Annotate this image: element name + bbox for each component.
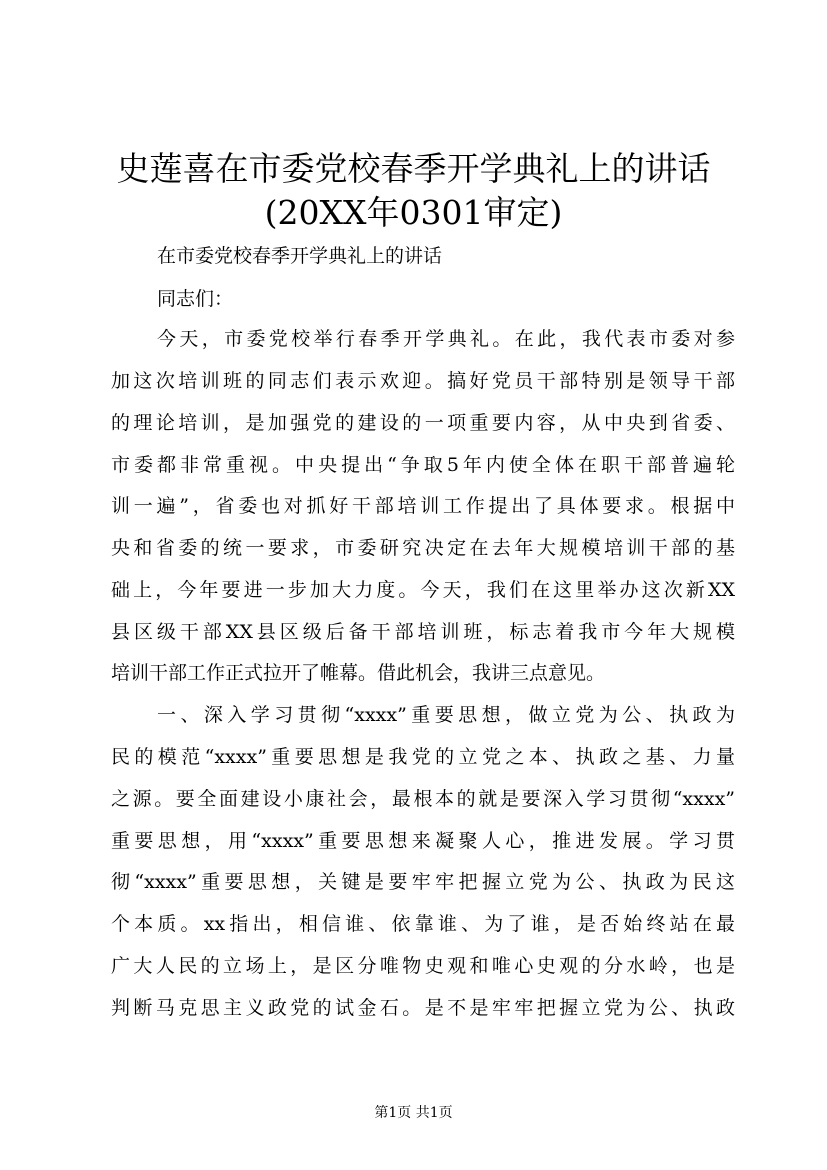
paragraph-line: 县区级干部XX县区级后备干部培训班，标志着我市今年大规模 <box>111 621 735 643</box>
paragraph-line: 的理论培训，是加强党的建设的一项重要内容，从中央到省委、 <box>111 412 735 434</box>
paragraph-line: 市委都非常重视。中央提出“争取5年内使全体在职干部普遍轮 <box>111 454 735 476</box>
speech-subtitle: 在市委党校春季开学典礼上的讲话 <box>157 245 443 267</box>
document-title: 史莲喜在市委党校春季开学典礼上的讲话 <box>116 149 711 188</box>
paragraph-line: 民的模范“xxxx”重要思想是我党的立党之本、执政之基、力量 <box>111 746 735 768</box>
paragraph-line: 重要思想，用“xxxx”重要思想来凝聚人心，推进发展。学习贯 <box>111 830 735 852</box>
paragraph-line: 之源。要全面建设小康社会，最根本的就是要深入学习贯彻“xxxx” <box>111 788 735 810</box>
paragraph-line: 彻“xxxx”重要思想，关键是要牢牢把握立党为公、执政为民这 <box>111 871 735 893</box>
salutation: 同志们： <box>157 288 234 310</box>
paragraph-line: 判断马克思主义政党的试金石。是不是牢牢把握立党为公、执政 <box>111 997 735 1019</box>
paragraph-line: 一、深入学习贯彻“xxxx”重要思想，做立党为公、执政为 <box>157 704 735 726</box>
page-footer: 第1页 共1页 <box>374 1105 453 1121</box>
paragraph-line: 培训干部工作正式拉开了帷幕。借此机会，我讲三点意见。 <box>111 662 606 684</box>
paragraph-line: 训一遍”，省委也对抓好干部培训工作提出了具体要求。根据中 <box>111 495 735 517</box>
paragraph-line: 广大人民的立场上，是区分唯物史观和唯心史观的分水岭，也是 <box>111 955 735 977</box>
paragraph-line: 今天，市委党校举行春季开学典礼。在此，我代表市委对参 <box>157 328 735 350</box>
paragraph-line: 央和省委的统一要求，市委研究决定在去年大规模培训干部的基 <box>111 537 735 559</box>
document-title-date: (20XX年0301审定) <box>264 193 563 232</box>
paragraph-line: 加这次培训班的同志们表示欢迎。搞好党员干部特别是领导干部 <box>111 370 735 392</box>
paragraph-line: 础上，今年要进一步加大力度。今天，我们在这里举办这次新XX <box>111 579 735 601</box>
paragraph-line: 个本质。xx指出，相信谁、依靠谁、为了谁，是否始终站在最 <box>111 913 735 935</box>
